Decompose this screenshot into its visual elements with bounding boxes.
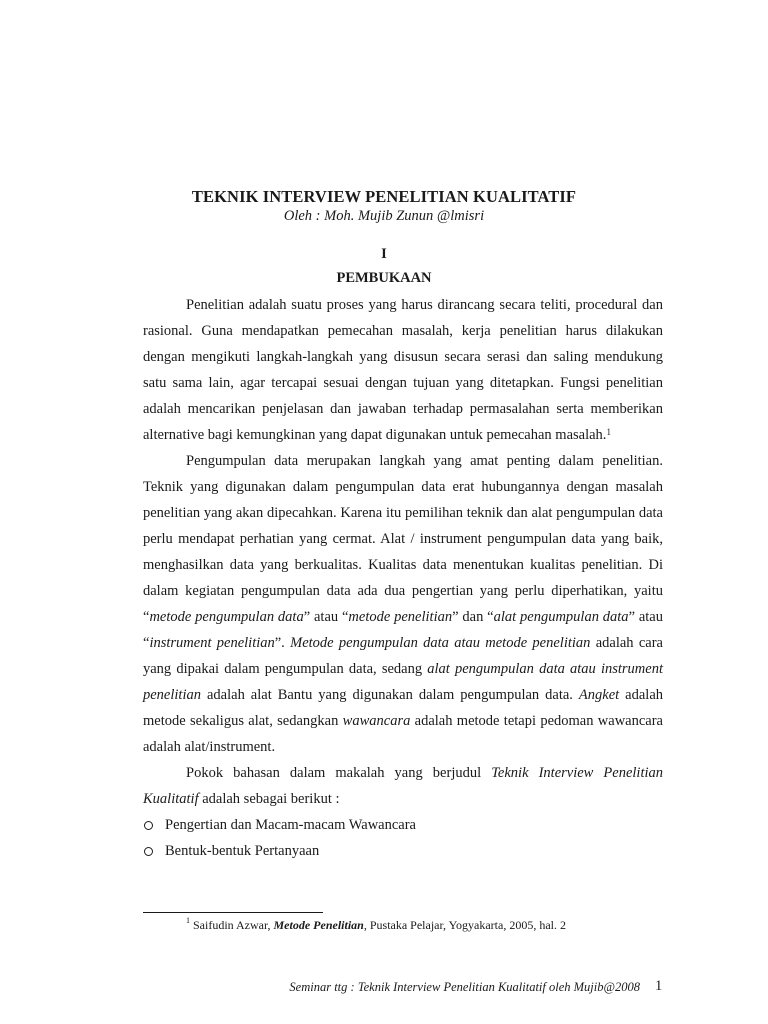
section-number: I: [381, 246, 387, 262]
footnote: $^1$ Saifudin Azwar, Metode Penelitian, Pustaka Pelajar, Yogyakarta, 2005, hal. 2: [186, 916, 566, 932]
circle-bullet-icon: [144, 847, 153, 856]
document-title: TEKNIK INTERVIEW PENELITIAN KUALITATIF: [191, 187, 577, 206]
page-number: 1: [655, 978, 663, 994]
footnote-reference: 1: [606, 427, 611, 437]
author-line: Oleh : Moh. Mujib Zunun @lmisri: [283, 208, 485, 224]
body-text: [143, 292, 663, 864]
topic-list: [143, 812, 663, 864]
list-item: Bentuk-bentuk Pertanyaan: [143, 838, 663, 864]
paragraph-1: Penelitian adalah suatu proses yang harus dirancang secara teliti, procedural dan rasional. Guna mendapatkan pemecahan masalah, kerja penelitian harus dilakukan dengan mengikuti langkah-langkah yang disusun secara serasi dan saling mendukung satu sama lain, agar tercapai sesuai dengan tujuan yang ditetapkan. Fungsi penelitian adalah mencarikan penjelasan dan jawaban terhadap permasalahan serta memberikan alternative bagi kemungkinan yang dapat digunakan untuk pemecahan masalah.$^1$: [143, 297, 663, 443]
paragraph-2: Pengumpulan data merupakan langkah yang amat penting dalam penelitian. Teknik yang digunakan dalam pengumpulan data erat hubungannya dengan masalah penelitian yang akan dipecahkan. Karena itu pemilihan teknik dan alat pengumpulan data perlu mendapat perhatian yang cermat. Alat / instrument pengumpulan data yang baik, menghasilkan data yang berkualitas. Kualitas data menentukan kualitas penelitian. Di dalam kegiatan pengumpulan data ada dua pengertian yang perlu diperhatikan, yaitu “metode pengumpulan data” atau “metode penelitian” dan “alat pengumpulan data” atau “instrument penelitian”. Metode pengumpulan data atau metode penelitian adalah cara yang dipakai dalam pengumpulan data, sedang alat pengumpulan data atau instrument penelitian adalah alat Bantu yang digunakan dalam pengumpulan data. Angket adalah metode sekaligus alat, sedangkan wawancara adalah metode tetapi pedoman wawancara adalah alat/instrument.: [143, 453, 663, 755]
section-title: PEMBUKAAN: [336, 270, 432, 286]
page-footer: Seminar ttg : Teknik Interview Penelitian Kualitatif oleh Mujib@2008: [289, 980, 640, 994]
circle-bullet-icon: [144, 821, 153, 830]
paragraph-3: Pokok bahasan dalam makalah yang berjudul Teknik Interview Penelitian Kualitatif adalah sebagai berikut :: [143, 765, 663, 807]
footnote-divider: [143, 912, 323, 913]
list-item: Pengertian dan Macam-macam Wawancara: [143, 812, 663, 838]
